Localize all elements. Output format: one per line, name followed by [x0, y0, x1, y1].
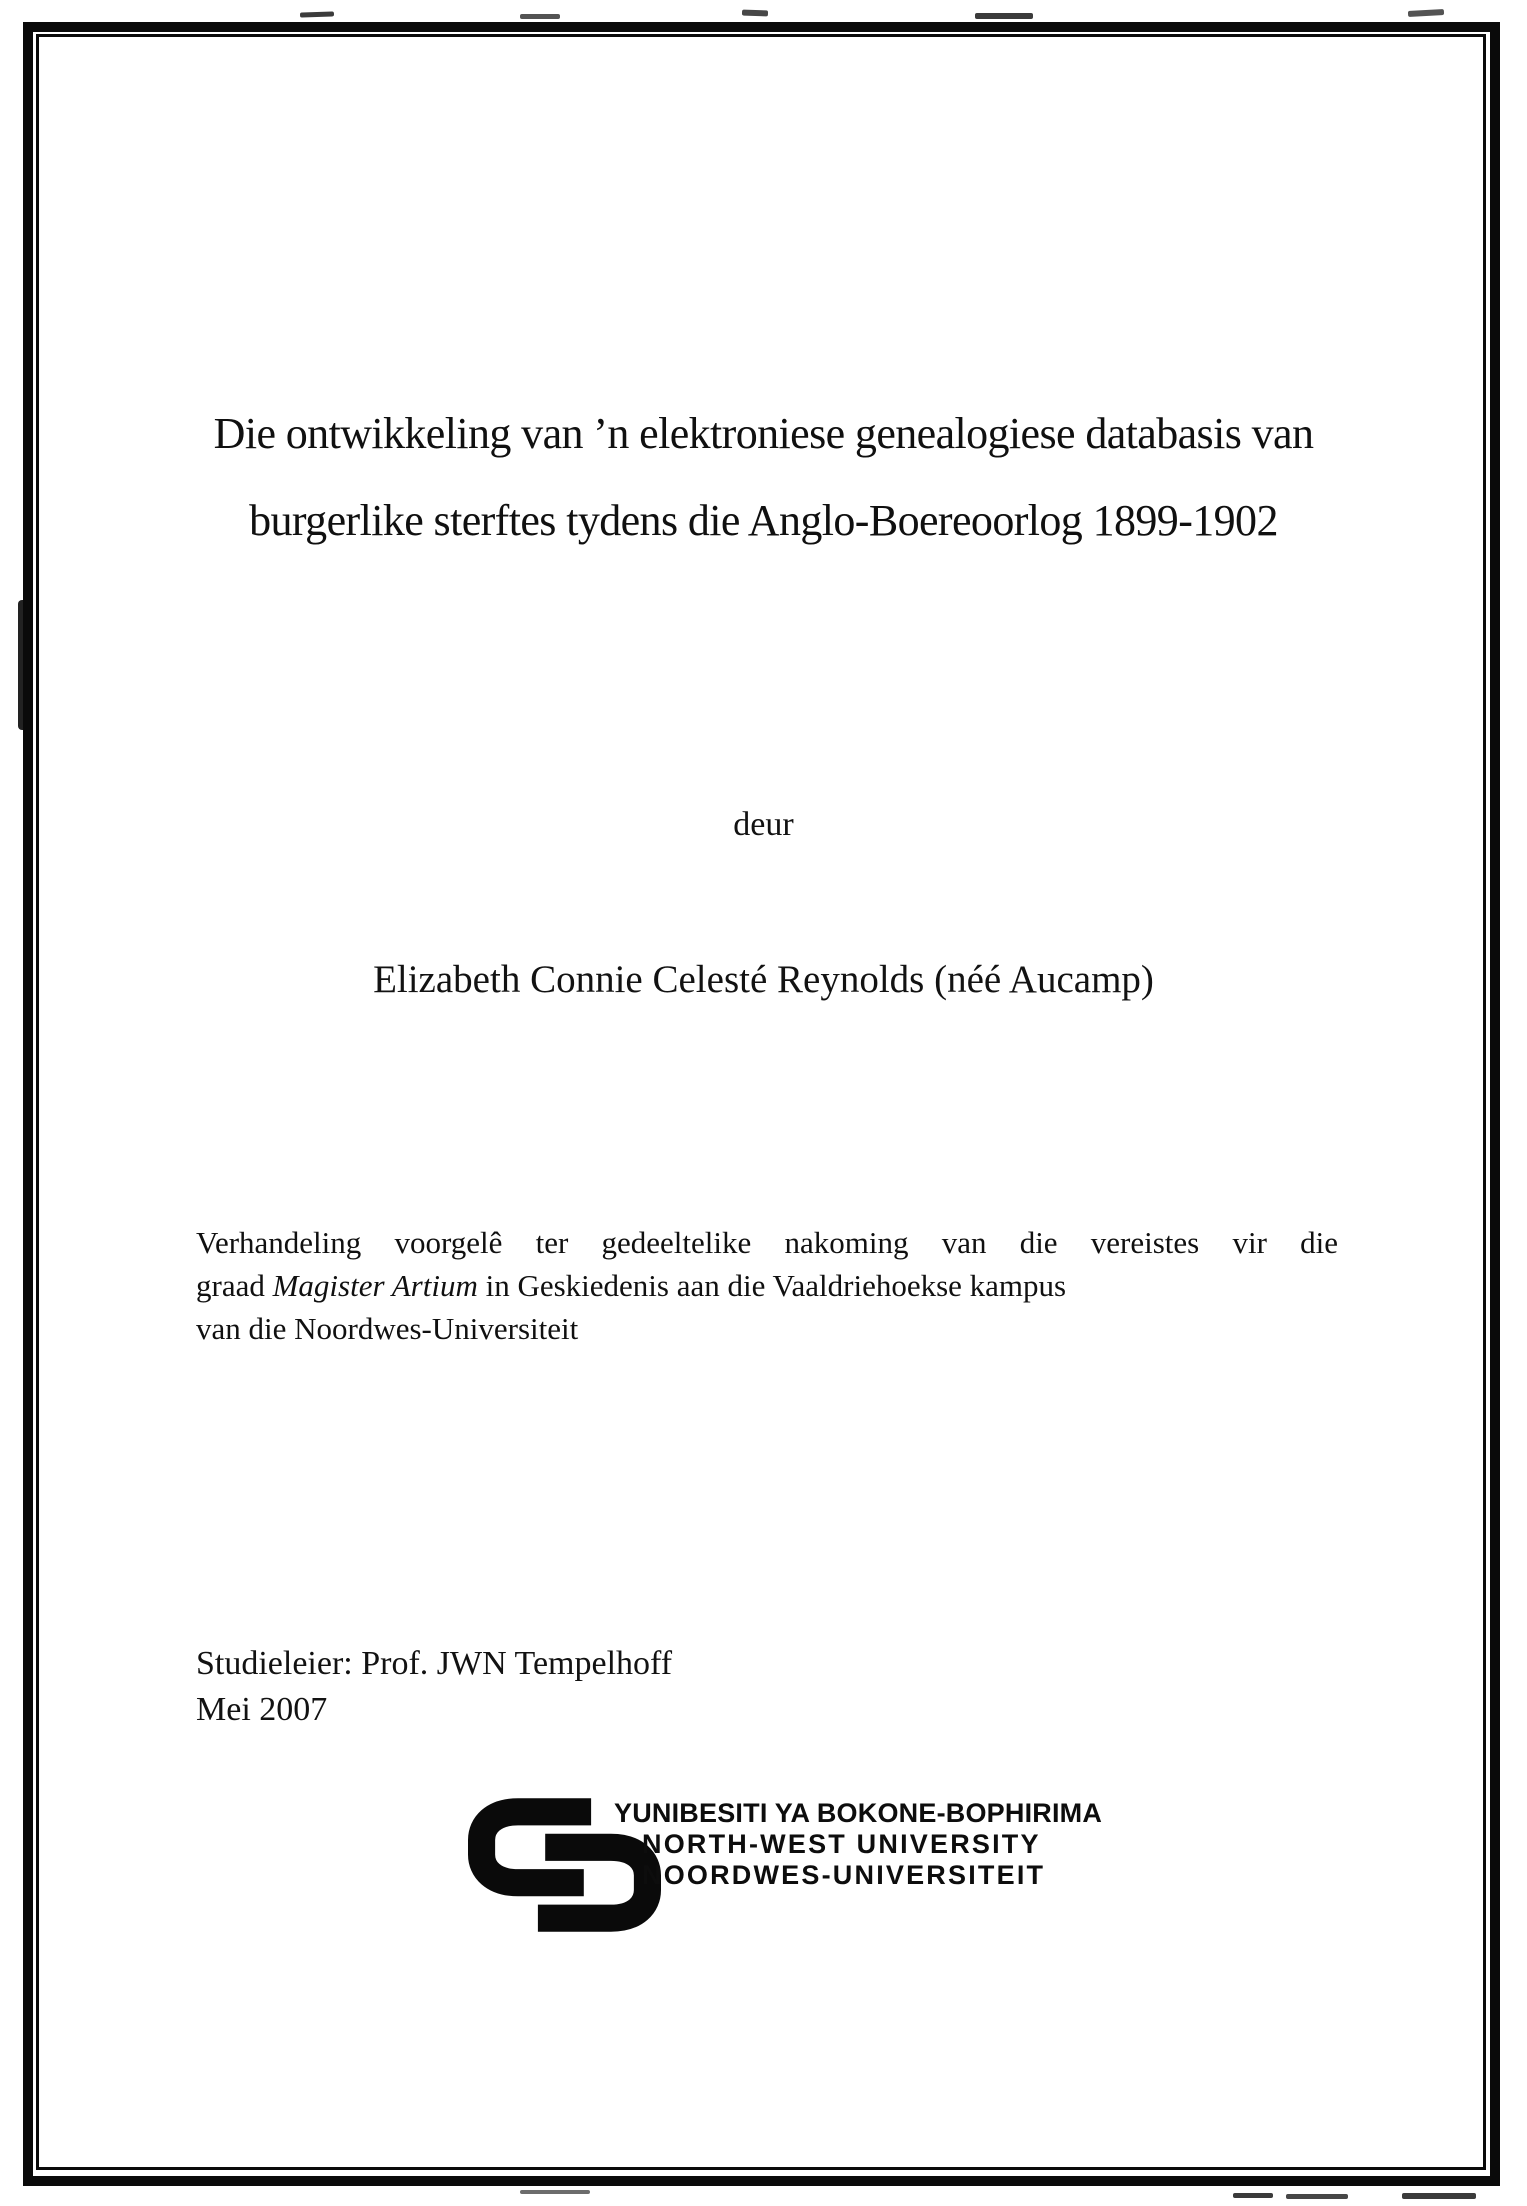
submission-statement [196, 1221, 1338, 1350]
scan-artifact [1233, 2193, 1273, 2198]
submission-line2 [196, 1264, 1338, 1307]
thesis-title-line2: burgerlike sterftes tydens die Anglo-Boereoorlog 1899-1902 [249, 496, 1278, 545]
submission-line2-post: in Geskiedenis aan die Vaaldriehoekse kampus [477, 1268, 1067, 1303]
scan-artifact [975, 13, 1033, 19]
scan-artifact [1286, 2194, 1348, 2199]
university-logo-text [614, 1798, 1102, 1891]
submission-line3: van die Noordwes-Universiteit [196, 1311, 579, 1346]
thesis-title-line1: Die ontwikkeling van ’n elektroniese genealogiese databasis van [213, 409, 1314, 458]
scan-artifact [742, 10, 768, 17]
scan-artifact [1402, 2193, 1476, 2199]
scan-artifact [1408, 9, 1444, 17]
logo-line-english: NORTH-WEST UNIVERSITY [642, 1829, 1041, 1859]
degree-name: Magister Artium [272, 1268, 478, 1303]
logo-line-afrikaans: NOORDWES-UNIVERSITEIT [642, 1860, 1046, 1890]
scan-artifact [520, 2190, 590, 2194]
byline-label: deur [733, 806, 794, 843]
submission-line1: Verhandeling voorgelê ter gedeeltelike nakoming van die vereistes vir die [196, 1225, 1338, 1260]
submission-line2-pre: graad [196, 1268, 273, 1303]
university-logo [468, 1793, 1108, 1938]
logo-line-setswana: YUNIBESITI YA BOKONE-BOPHIRIMA [614, 1798, 1103, 1828]
scan-artifact [520, 14, 560, 19]
scan-artifact [300, 11, 334, 17]
supervisor-line: Studieleier: Prof. JWN Tempelhoff [196, 1645, 673, 1682]
date-line: Mei 2007 [196, 1691, 328, 1728]
scan-artifact [18, 600, 27, 730]
author-name: Elizabeth Connie Celesté Reynolds (néé Aucamp) [373, 958, 1154, 1001]
thesis-title [90, 390, 1437, 564]
